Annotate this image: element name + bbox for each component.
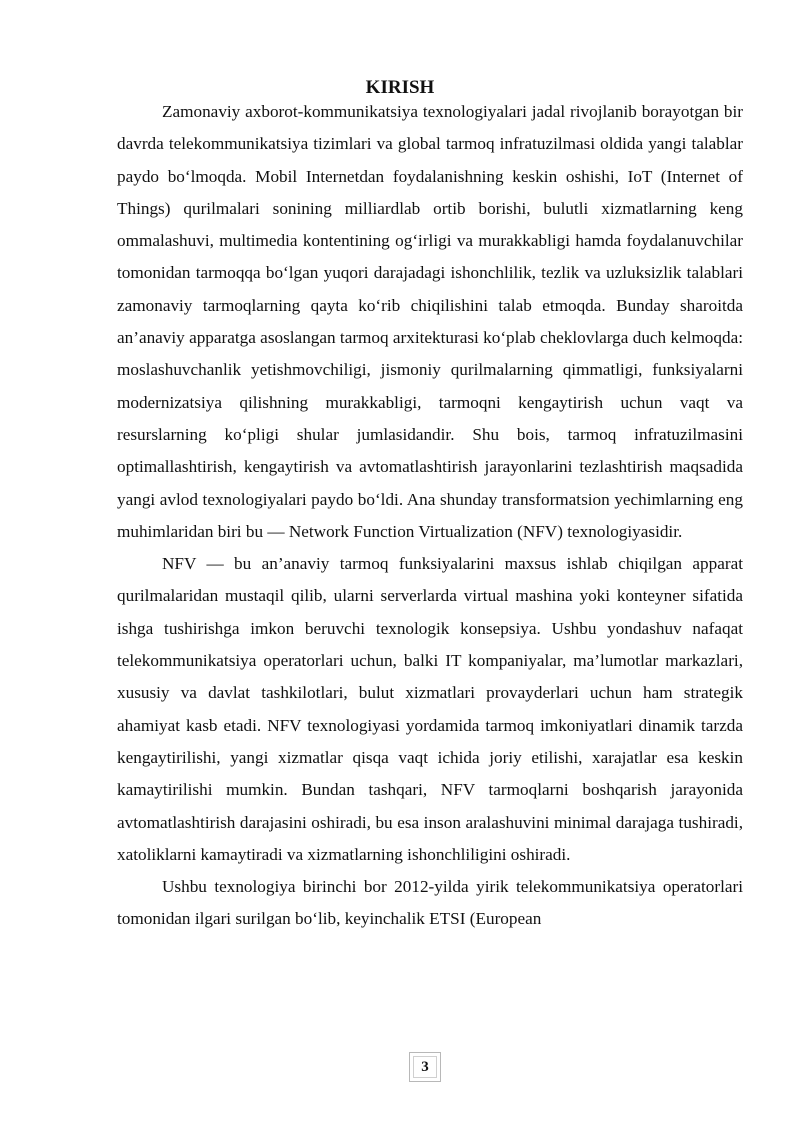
- paragraph-history: Ushbu texnologiya birinchi bor 2012-yilda yirik telekommunikatsiya operatorlari tomonidan ilgari surilgan bo‘lib, keyinchalik ETSI (European: [117, 877, 743, 929]
- page-number-box: [409, 1052, 441, 1082]
- page-number: 3: [421, 1058, 429, 1075]
- paragraph-intro: Zamonaviy axborot-kommunikatsiya texnologiyalari jadal rivojlanib borayotgan bir davrda telekommunikatsiya tizimlari va global tarmoq infratuzilmasi oldida yangi talablar paydo bo‘lmoqda. Mobil Internetdan foydalanishning keskin oshishi, IoT (Internet of Things) qurilmalari sonining milliardlab ortib borishi, bulutli xizmatlarning keng ommalashuvi, multimedia kontentining og‘irligi va murakkabligi hamda foydalanuvchilar tomonidan tarmoqqa bo‘lgan yuqori darajadagi ishonchlilik, tezlik va uzluksizlik talablari zamonaviy tarmoqlarning qayta ko‘rib chiqilishini talab etmoqda. Bunday sharoitda an’anaviy apparatga asoslangan tarmoq arxitekturasi ko‘plab cheklovlarga duch kelmoqda: moslashuvchanlik yetishmovchiligi, jismoniy qurilmalarning qimmatligi, funksiyalarni modernizatsiya qilishning murakkabligi, tarmoqni kengaytirish uchun vaqt va resurslarning ko‘pligi shular jumlasidandir. Shu bois, tarmoq infratuzilmasini optimallashtirish, kengaytirish va avtomatlashtirish jarayonlarini tezlashtirish maqsadida yangi avlod texnologiyalari paydo bo‘ldi. Ana shunday transformatsion yechimlarning eng muhimlaridan biri bu — Network Function Virtualization (NFV) texnologiyasidir.: [117, 102, 743, 541]
- body-text: [117, 96, 743, 936]
- paragraph-nfv-definition: NFV — bu an’anaviy tarmoq funksiyalarini maxsus ishlab chiqilgan apparat qurilmalaridan mustaqil qilib, ularni serverlarda virtual mashina yoki konteyner sifatida ishga tushirishga imkon beruvchi texnologik konsepsiya. Ushbu yondashuv nafaqat telekommunikatsiya operatorlari uchun, balki IT kompaniyalar, ma’lumotlar markazlari, xususiy va davlat tashkilotlari, bulut xizmatlari provayderlari uchun ham strategik ahamiyat kasb etadi. NFV texnologiyasi yordamida tarmoq imkoniyatlari dinamik tarzda kengaytirilishi, yangi xizmatlar qisqa vaqt ichida joriy etilishi, xarajatlar esa keskin kamaytirilishi mumkin. Bundan tashqari, NFV tarmoqlarni boshqarish jarayonida avtomatlashtirish darajasini oshiradi, bu esa inson aralashuvini minimal darajaga tushiradi, xatoliklarni kamaytiradi va xizmatlarning ishonchliligini oshiradi.: [117, 554, 743, 864]
- page-title: KIRISH: [365, 77, 435, 98]
